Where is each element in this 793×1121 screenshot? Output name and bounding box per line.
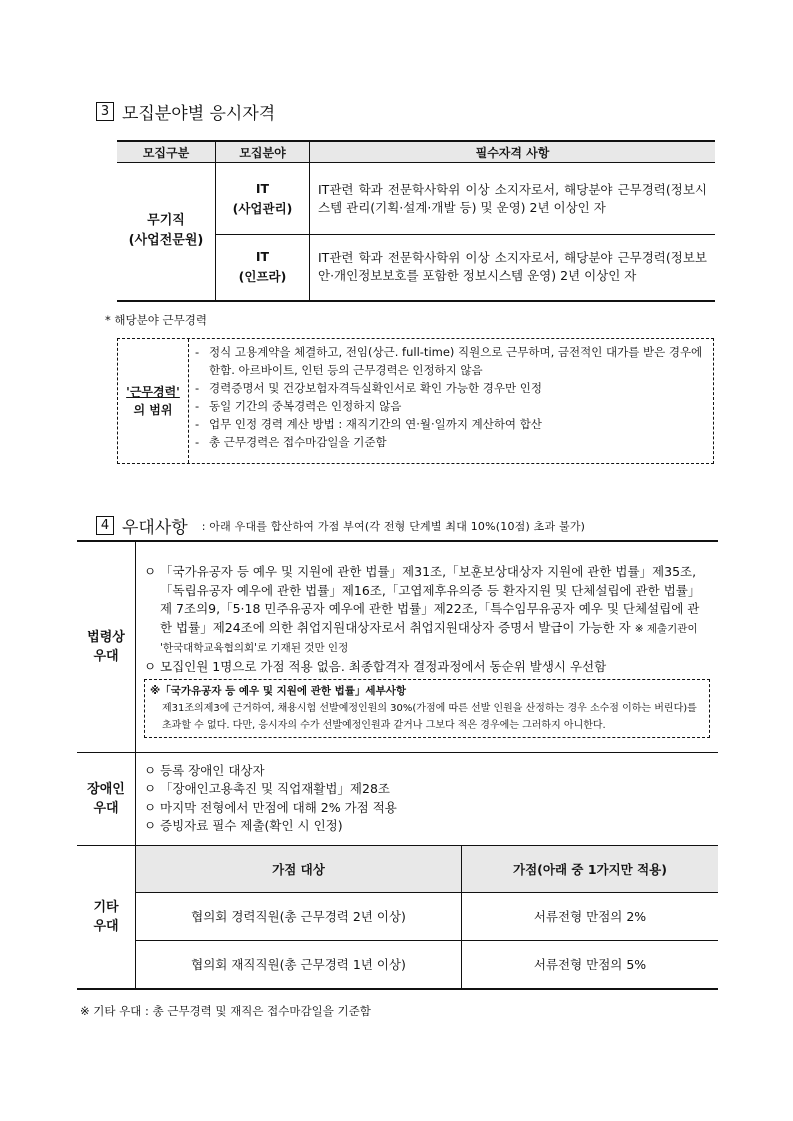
section4-subtitle: : 아래 우대를 합산하여 가점 부여(각 전형 단계별 최대 10%(10점) 초과 불가) [201,519,586,533]
bonus-points-cell: 서류전형 만점의 5% [462,940,719,988]
section3-number: 3 [96,102,114,121]
disabled-preference-header: 장애인 우대 [77,752,136,845]
legal-preference-header: 법령상 우대 [77,541,136,752]
legal-detail-box [144,679,710,738]
detail-body: 제31조의제3에 근거하여, 채용시험 선발예정인원의 30%(가점에 따른 선발 인원을 산정하는 경우 소수점 이하는 버린다)를 초과할 수 없다. 다만, 응시자의 수가 선발예정인원과 같거나 그보다 적은 경우에는 그러하지 아니한다. [162,703,697,732]
bonus-col-header-target: 가점 대상 [136,846,462,893]
other-preference-header: 기타 우대 [77,845,136,989]
table-row [77,541,718,752]
list-item: ㅇ 「국가유공자 등 예우 및 지원에 관한 법률」제31조,「보훈보상대상자 지원에 관한 법률」제35조,「독립유공자 예우에 관한 법률」제16조,「고엽제후유의증 등 환자지원 및 단체설립에 관한 법률」제 7조의9,「5·18 민주유공자 예우에 관한 법률」제22조,「특수임무유공자 예우 및 단체설립에 관한 법률」제24조에 의한 취업지원대상자로서 취업지원대상자 증명서 발급이 가능한 자 ※ 제출기관이 '한국대학교육협의회'로 기재된 것만 인정 [144,564,701,655]
list-item: - 업무 인정 경력 계산 방법 : 재직기간의 연·월·일까지 계산하여 합산 [195,417,542,431]
detail-title: ※「국가유공자 등 예우 및 지원에 관한 법률」세부사항 [150,685,406,698]
category-cell: 무기직 (사업전문원) [128,213,204,249]
other-preference-footnote: ※ 기타 우대 : 총 근무경력 및 재직은 접수마감일을 기준함 [80,1004,371,1018]
requirement-cell: IT관련 학과 전문학사학위 이상 소지자로서, 해당분야 근무경력(정보시스템 관리(기획·설계·개발 등) 및 운영) 2년 이상인 자 [310,163,716,235]
col-header-requirement: 필수자격 사항 [310,141,716,163]
bonus-target-cell: 협의회 경력직원(총 근무경력 2년 이상) [136,892,462,940]
bonus-table [136,846,718,988]
table-row [136,892,718,940]
section4-heading [96,513,585,538]
list-item: ㅇ 모집인원 1명으로 가점 적용 없음. 최종합격자 결정과정에서 동순위 발생시 우선함 [144,658,607,674]
col-header-category: 모집구분 [117,141,216,163]
other-preference-body [136,845,719,989]
table-row [136,940,718,988]
section3-title: 모집분야별 응시자격 [122,104,276,124]
list-item: ㅇ 「장애인고용촉진 및 직업재활법」제28조 [144,781,390,796]
table-row [77,752,718,845]
list-item: ㅇ 마지막 전형에서 만점에 대해 2% 가점 적용 [144,799,397,815]
list-item: ㅇ 등록 장애인 대상자 [144,762,265,778]
item1-note: ※ 제출기관이 '한국대학교육협의회'로 기재된 것만 인정 [160,622,698,655]
list-item: - 총 근무경력은 접수마감일을 기준함 [195,435,387,449]
section4-number: 4 [96,516,114,535]
col-header-field: 모집분야 [216,141,310,163]
scope-label [118,339,189,463]
table-row [136,846,718,893]
list-item: - 경력증명서 및 건강보험자격득실확인서로 확인 가능한 경우만 인정 [195,381,542,395]
bonus-points-cell: 서류전형 만점의 2% [462,892,719,940]
section4-title: 우대사항 [122,518,188,538]
preferences-table [77,540,718,990]
bonus-col-header-points: 가점(아래 중 1가지만 적용) [462,846,719,893]
disabled-preference-body [136,752,719,845]
requirements-table [117,140,715,302]
field-cell: IT (인프라) [216,235,310,301]
work-experience-scope-box [117,338,714,464]
scope-label-quoted: '근무경력' [126,385,180,399]
bonus-target-cell: 협의회 재직직원(총 근무경력 1년 이상) [191,957,406,972]
table-row [77,845,718,989]
list-item: - 정식 고용계약을 체결하고, 전임(상근. full-time) 직원으로 근무하며, 금전적인 대가를 받은 경우에 한함. 아르바이트, 인턴 등의 근무경력은 인정하지 않음 [195,345,703,377]
work-experience-note: * 해당분야 근무경력 [105,313,207,327]
list-item: ㅇ 증빙자료 필수 제출(확인 시 인정) [144,818,343,833]
scope-list [189,339,713,463]
list-item: - 동일 기간의 중복경력은 인정하지 않음 [195,399,402,413]
requirement-cell: IT관련 학과 전문학사학위 이상 소지자로서, 해당분야 근무경력(정보보안·개인정보보호를 포함한 정보시스템 운영) 2년 이상인 자 [310,235,716,301]
scope-label-rest: 의 범위 [133,403,173,417]
section3-heading [96,99,275,124]
legal-preference-body [136,541,719,752]
field-cell: IT (사업관리) [216,163,310,235]
